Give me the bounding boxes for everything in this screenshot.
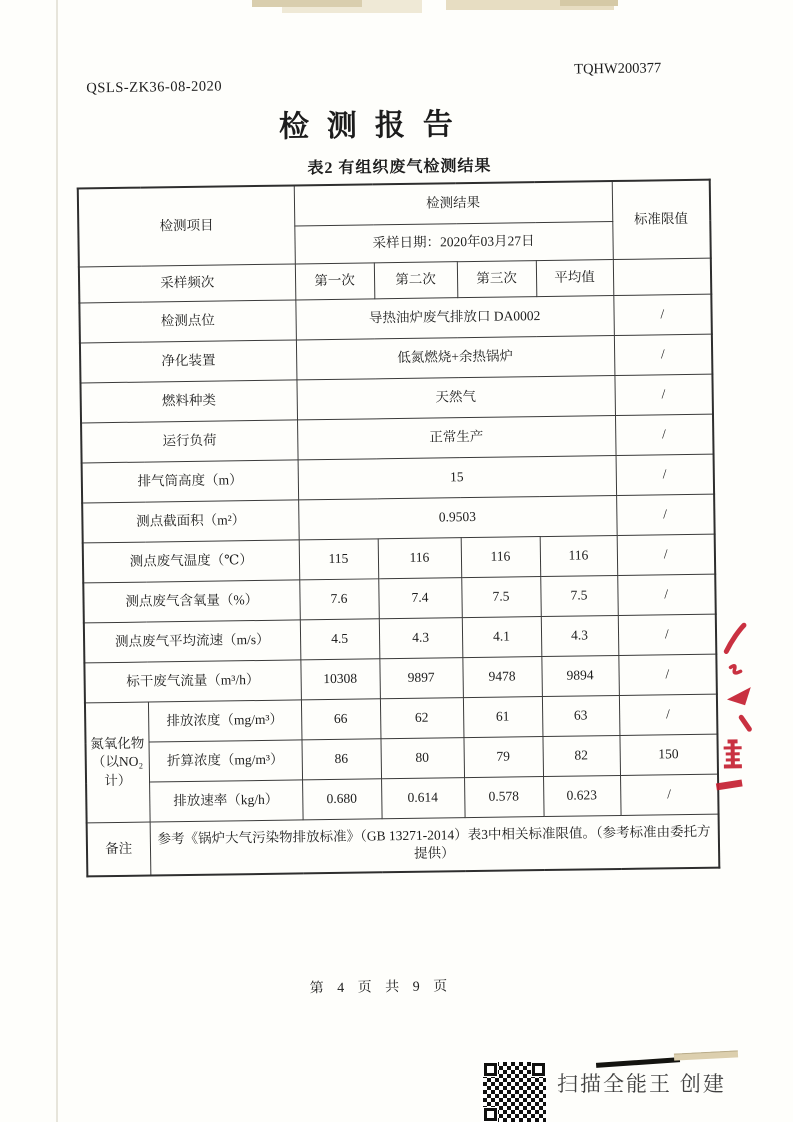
cell-sublabel: 排放浓度（mg/m³） — [148, 700, 302, 742]
cell-limit: / — [618, 654, 717, 695]
cell-limit: / — [614, 334, 713, 375]
cell-value: 天然气 — [296, 376, 615, 420]
report-title: 检测报告 — [278, 107, 472, 144]
cell-value: 4.3 — [541, 615, 619, 656]
cell-label: 测点废气温度（℃） — [83, 540, 300, 583]
cell-limit: / — [619, 694, 718, 735]
cell-freq-label: 采样频次 — [79, 264, 295, 303]
cell-value: 4.3 — [379, 618, 463, 659]
cell-label: 测点截面积（m²） — [82, 500, 299, 543]
cell-value: 9894 — [541, 655, 619, 696]
cell-limit: / — [617, 534, 716, 575]
cell-value: 9897 — [379, 658, 463, 699]
cell-label: 运行负荷 — [81, 420, 298, 463]
cell-sublabel: 折算浓度（mg/m³） — [149, 740, 303, 782]
cell-label: 燃料种类 — [80, 380, 297, 423]
cell-label: 标干废气流量（m³/h） — [84, 660, 301, 703]
cell-value: 低氮燃烧+余热锅炉 — [296, 336, 615, 380]
table-caption: 表2 有组织废气检测结果 — [307, 157, 492, 178]
cell-value: 4.5 — [300, 619, 380, 660]
cell-value: 正常生产 — [297, 416, 616, 460]
cell-value: 116 — [461, 537, 541, 578]
cell-value: 115 — [299, 539, 379, 580]
cell-limit: / — [616, 494, 715, 535]
cell-remark-text: 参考《锅炉大气污染物排放标准》（GB 13271-2014）表3中相关标准限值。（参考标准由委托方提供） — [150, 814, 720, 875]
cell-label: 检测点位 — [79, 300, 296, 343]
results-table — [77, 179, 721, 878]
table-row — [78, 180, 711, 229]
cell-pollutant-name — [85, 702, 150, 823]
cell-value: 0.578 — [464, 777, 544, 818]
cell-value: 62 — [380, 698, 464, 739]
cell-value: 82 — [542, 735, 620, 776]
pollutant-name-line1: 氮氧化物 — [90, 735, 145, 752]
cell-result-header: 检测结果 — [294, 181, 613, 226]
cell-empty — [613, 258, 711, 295]
cell-value: 61 — [463, 697, 543, 738]
cell-limit-header: 标准限值 — [612, 180, 711, 260]
table-row — [87, 814, 720, 876]
cell-label: 净化装置 — [80, 340, 297, 383]
cell-freq-col: 第一次 — [295, 263, 374, 300]
cell-limit: / — [617, 574, 716, 615]
cell-label: 排气筒高度（m） — [82, 460, 299, 503]
cell-label: 测点废气含氧量（%） — [83, 580, 300, 623]
cell-value: 10308 — [300, 659, 380, 700]
report-number: TQHW200377 — [574, 60, 662, 78]
cell-limit: / — [615, 414, 714, 455]
cell-value: 7.5 — [461, 577, 541, 618]
pollutant-name-line2: （以NO₂计） — [91, 754, 144, 788]
cell-value: 7.4 — [378, 578, 462, 619]
cell-item-header: 检测项目 — [78, 185, 295, 267]
cell-value: 15 — [298, 456, 617, 500]
cell-value: 0.623 — [543, 775, 621, 816]
cell-value: 66 — [301, 699, 381, 740]
document-code: QSLS-ZK36-08-2020 — [86, 78, 223, 97]
cell-value: 116 — [540, 535, 618, 576]
cell-value: 4.1 — [462, 617, 542, 658]
cell-value: 79 — [463, 737, 543, 778]
cell-value: 0.614 — [381, 778, 465, 819]
cell-sample-date: 采样日期：2020年03月27日 — [294, 222, 612, 264]
qr-code — [483, 1062, 546, 1122]
cell-limit: / — [614, 374, 713, 415]
cell-value: 0.680 — [302, 779, 382, 820]
cell-freq-col: 平均值 — [536, 260, 613, 297]
cell-value: 7.5 — [540, 575, 618, 616]
cell-freq-col: 第二次 — [374, 262, 457, 299]
cell-value: 80 — [380, 738, 464, 779]
qr-finder-icon — [483, 1062, 498, 1077]
cell-limit: 150 — [619, 734, 718, 775]
red-seal-fragment — [706, 621, 769, 812]
cell-freq-col: 第三次 — [457, 261, 536, 298]
cell-limit: / — [616, 454, 715, 495]
cell-limit: / — [618, 614, 717, 655]
scanner-watermark: 扫描全能王 创建 — [557, 1073, 726, 1096]
cell-value: 导热油炉废气排放口 DA0002 — [295, 296, 614, 340]
qr-finder-icon — [483, 1107, 498, 1122]
cell-value: 116 — [378, 538, 462, 579]
cell-sublabel: 排放速率（kg/h） — [149, 780, 303, 822]
page-number: 第 4 页 共 9 页 — [309, 979, 453, 997]
qr-finder-icon — [531, 1062, 546, 1077]
cell-value: 86 — [301, 739, 381, 780]
cell-value: 63 — [542, 695, 620, 736]
cell-limit: / — [613, 294, 712, 335]
cell-value: 0.9503 — [298, 495, 617, 539]
cell-remark-label: 备注 — [87, 822, 151, 876]
cell-label: 测点废气平均流速（m/s） — [84, 620, 301, 663]
cell-value: 9478 — [462, 657, 542, 698]
cell-value: 7.6 — [299, 579, 379, 620]
cell-limit: / — [620, 774, 719, 815]
